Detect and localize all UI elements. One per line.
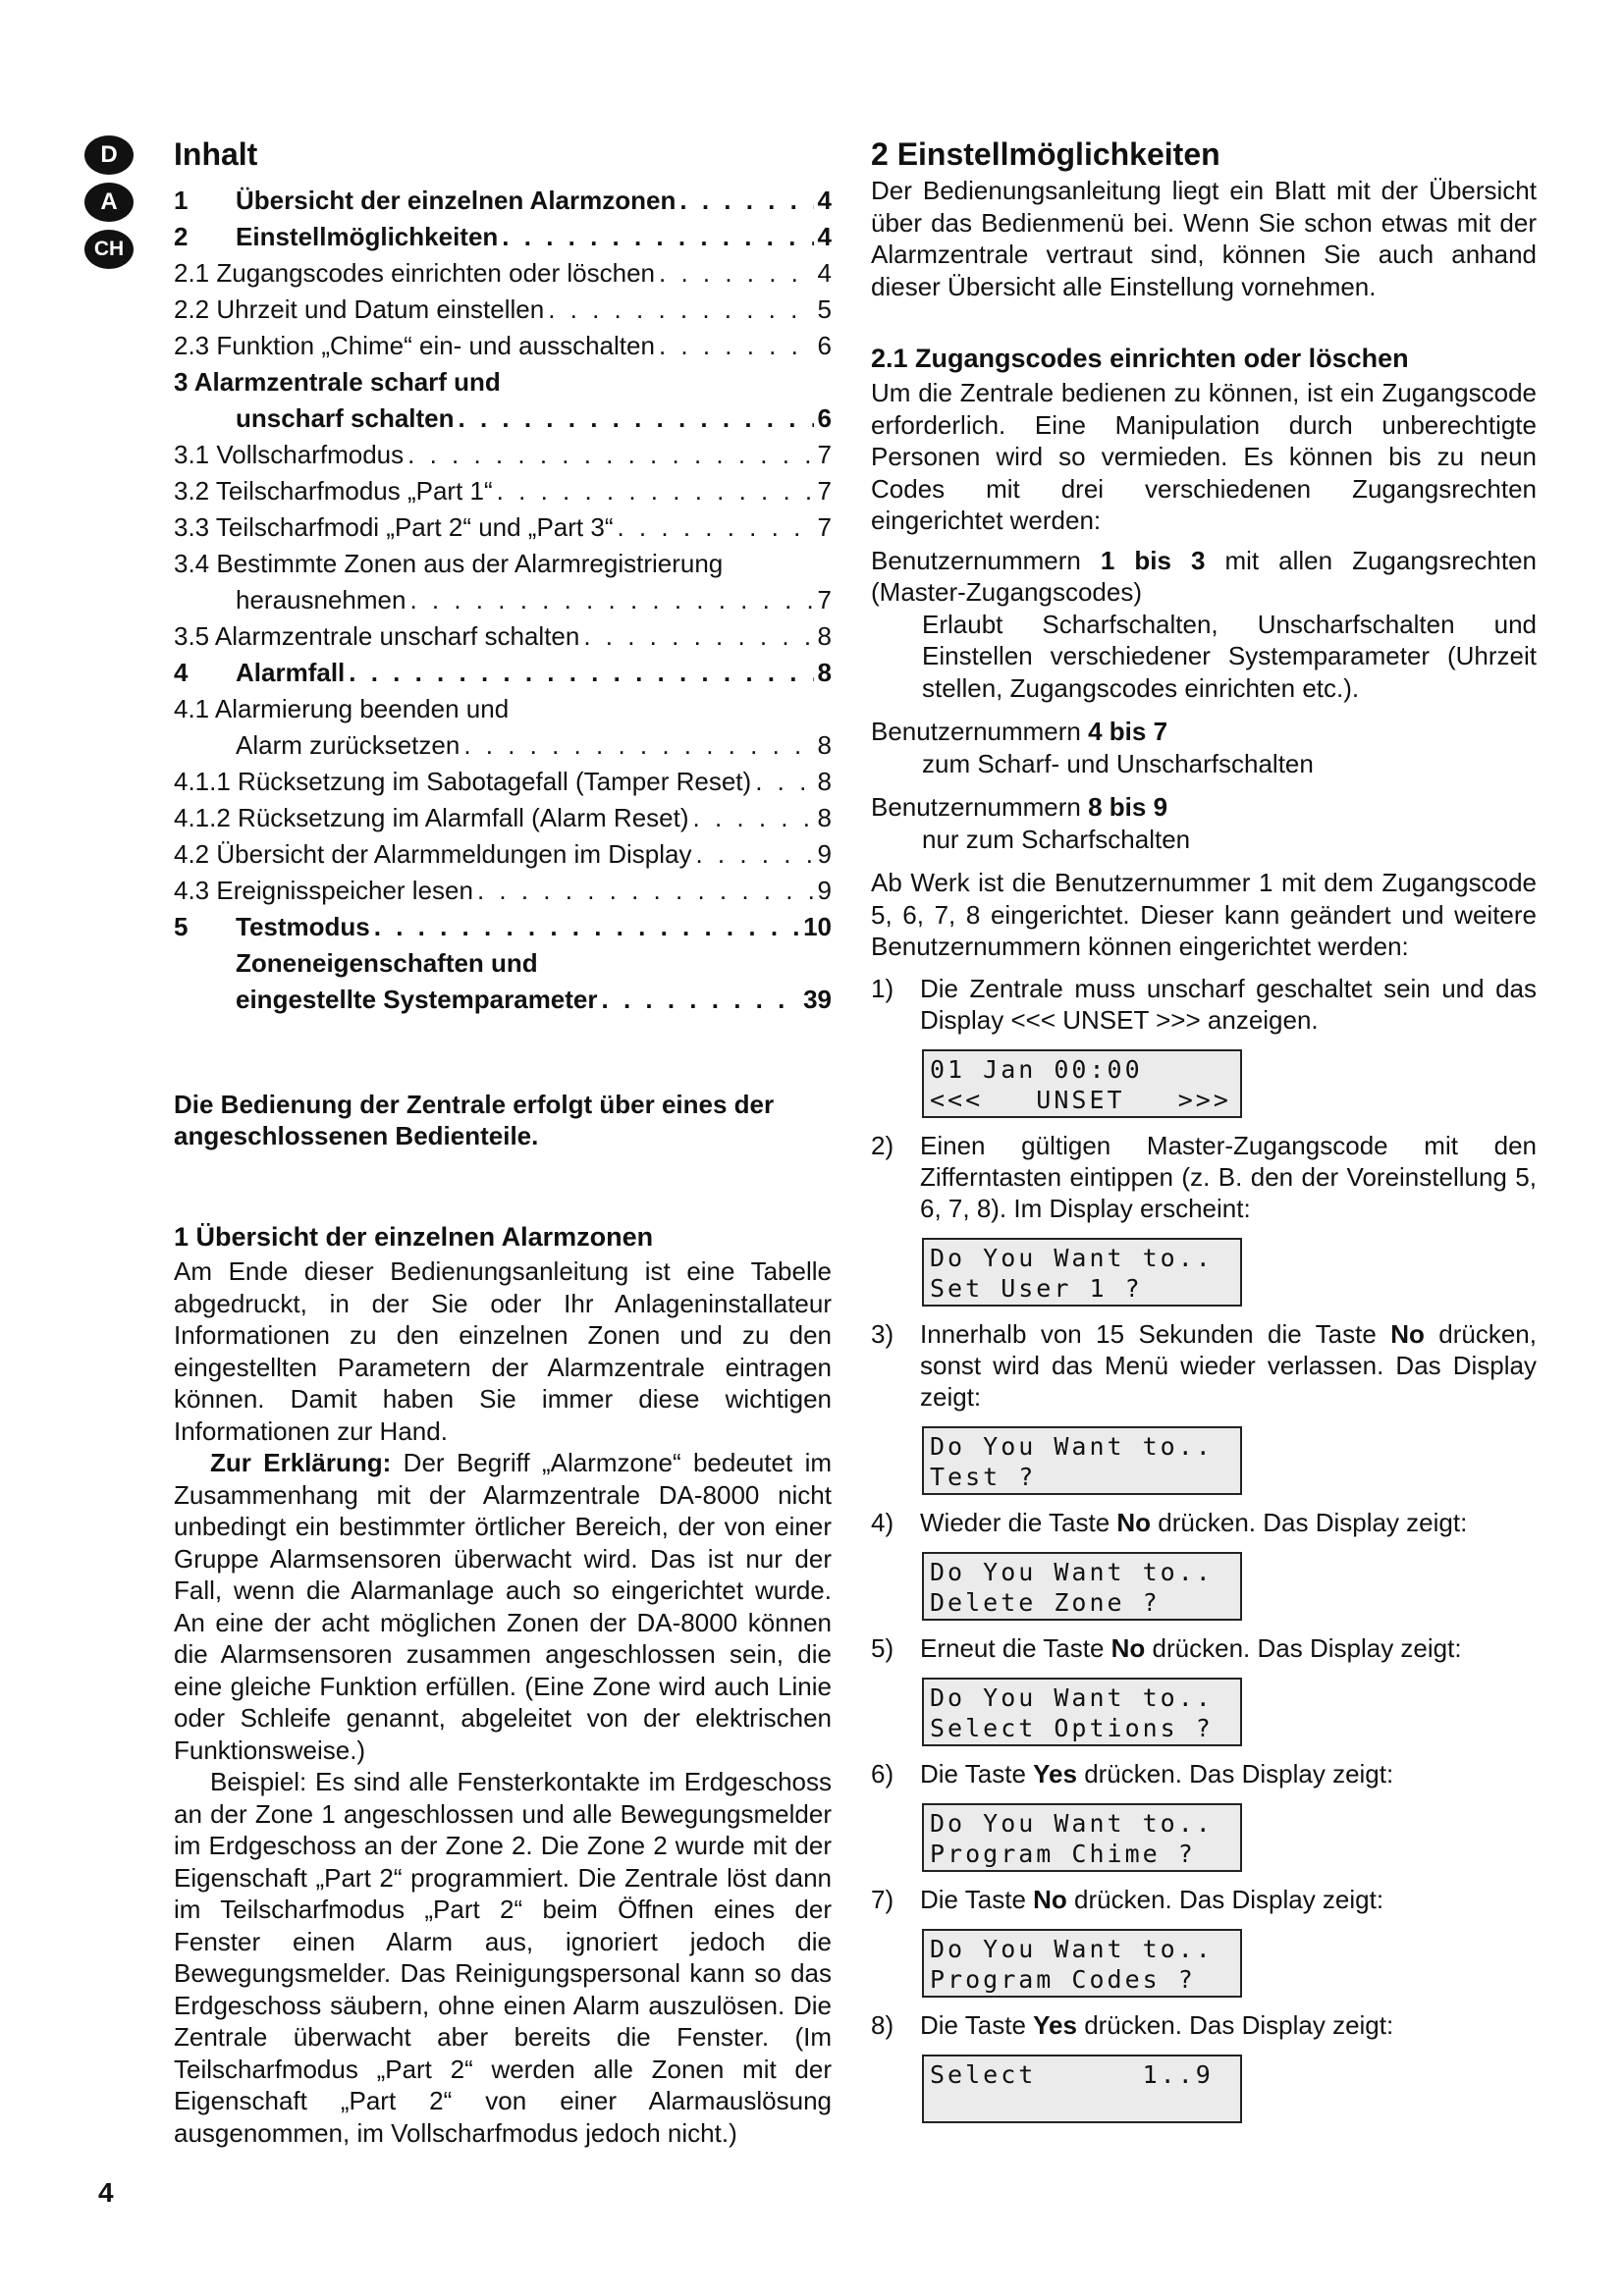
step-text-lead: Erneut die Taste [920,1632,1111,1663]
user-number-group [871,545,1537,705]
toc-entry-title: 4.3 Ereignisspeicher lesen [174,876,473,905]
step-key-name: Yes [1033,2009,1077,2040]
step-text-lead: Wieder die Taste [920,1507,1117,1537]
toc-entry [174,982,832,1018]
toc-leader-dots [374,909,799,945]
lcd-line: Program Chime ? [930,1839,1196,1868]
step-text-lead: Die Zentrale muss unscharf geschaltet sein und das Display <<< UNSET >>> anzeigen. [920,973,1537,1035]
step-text-tail: drücken. Das Display zeigt: [1076,2009,1394,2040]
toc-entry-title: Testmodus [236,912,370,941]
toc-entry-title: Alarm zurücksetzen [236,730,460,760]
toc-entry-title: Zoneneigenschaften und [236,948,538,978]
lcd-display [922,1238,1242,1307]
step-text [920,1884,1537,1915]
user-range-description: Erlaubt Scharfschalten, Unscharfschalten und Einstellen verschiedener Systemparameter (Uhrzeit stellen, Zugangscodes einrichten etc.). [922,609,1537,703]
toc-leader-dots [695,836,813,873]
toc-entry [174,219,832,255]
lcd-line: Select Options ? [930,1713,1214,1742]
lcd-display [922,1049,1242,1118]
toc-entry [174,546,832,582]
explanation-text: Der Begriff „Alarmzone“ bedeutet im Zusammenhang mit der Alarmzentrale DA-8000 nicht unbedingt ein bestimmter örtlicher Bereich, der von einer Gruppe Alarmsensoren überwacht wird. Das ist nur der Fall, wenn die Alarmanlage auch so eingerichtet wurde. An eine der acht möglichen Zonen der DA-8000 können die Alarmsensoren zusammen angeschlossen sein, die eine gleiche Funktion erfüllen. (Eine Zone wird auch Linie oder Schleife genannt, abgeleitet von der elektrischen Funktionsweise.) [174,1448,832,1765]
section-1-example: Beispiel: Es sind alle Fensterkontakte im Erdgeschoss an der Zone 1 angeschlossen und alle Bewegungsmelder im Erdgeschoss an der Zone 2. Die Zone 2 wurde mit der Eigenschaft „Part 2“ programmiert. Die Zentrale löst dann im Teilscharfmodus „Part 2“ beim Öffnen eines der Fenster einen Alarm aus, ignoriert jedoch die Bewegungsmelder. Das Reinigungspersonal kann so das Erdgeschoss säubern, ohne einen Alarm auszulösen. Die Zentrale überwacht aber bereits die Fenster. (Im Teilscharfmodus „Part 2“ werden alle Zonen mit der Eigenschaft „Part 2“ von einer Alarmauslösung ausgenommen, im Vollscharfmodus jedoch nicht.) [174,1767,832,2148]
toc-entry [174,618,832,655]
page-number: 4 [98,2177,114,2208]
toc-leader-dots [349,655,813,691]
toc-entry-title: 4.1.1 Rücksetzung im Sabotagefall (Tamper Reset) [174,767,752,796]
step-text-lead: Die Taste [920,1884,1034,1914]
toc-entry-page: 7 [817,440,832,469]
user-number-range [871,545,1537,609]
step-text [920,973,1537,1036]
toc-entry [174,328,832,364]
toc-leader-dots [477,873,814,909]
toc-entry-page: 7 [817,585,832,614]
section-1-explanation [174,1447,832,1766]
toc-entry-title: Alarmfall [236,658,346,687]
toc-entry-title: 4.2 Übersicht der Alarmmeldungen im Display [174,839,692,869]
step-list [871,973,1537,2123]
contents-title: Inhalt [174,136,258,172]
user-number-range [871,716,1537,748]
lcd-display [922,1678,1242,1746]
toc-leader-dots [659,255,814,292]
toc-leader-dots [409,582,813,618]
user-number-group [871,791,1537,855]
toc-leader-dots [602,982,800,1018]
toc-entry [174,691,832,727]
toc-entry-page: 5 [817,294,832,324]
step-item [871,1758,1537,1789]
step-key-name: No [1110,1632,1146,1663]
step-text-lead: Die Taste [920,1758,1034,1789]
toc-entry-page: 4 [817,258,832,288]
explanation-lead: Zur Erklärung: [210,1448,392,1477]
lcd-line [930,2090,1234,2120]
lcd-line: Select 1..9 [930,2059,1214,2089]
step-item [871,1318,1537,1413]
step-text [920,1130,1537,1224]
toc-entry-page: 39 [803,985,832,1014]
lcd-display [922,1426,1242,1495]
lcd-line: Do You Want to.. [930,1431,1214,1461]
toc-entry [174,764,832,800]
toc-entry-page: 6 [817,331,832,360]
toc-entry-title: Einstellmöglichkeiten [236,222,499,251]
toc-entry-title: Übersicht der einzelnen Alarmzonen [236,186,677,215]
toc-entry-page: 7 [817,476,832,506]
step-item [871,973,1537,1036]
step-key-name: No [1390,1318,1425,1349]
toc-entry-page: 4 [817,222,832,251]
user-range-description: zum Scharf- und Unscharfschalten [922,748,1314,778]
toc-leader-dots [583,618,813,655]
step-number: 5) [871,1632,894,1663]
step-text-lead: Innerhalb von 15 Sekunden die Taste [920,1318,1391,1349]
step-text-lead: Einen gültigen Master-Zugangscode mit den Zifferntasten eintippen (z. B. den der Voreinstellung 5, 6, 7, 8). Im Display erscheint: [920,1130,1537,1223]
section-2-1-title: 2.1 Zugangscodes einrichten oder löschen [871,344,1409,373]
toc-entry-title: 2.3 Funktion „Chime“ ein- und ausschalten [174,331,655,360]
step-key-name: No [1033,1884,1067,1914]
toc-entry [174,364,832,400]
toc-entry-page: 7 [817,512,832,542]
lcd-line: Do You Want to.. [930,1557,1214,1586]
step-text [920,1507,1537,1538]
step-item [871,2009,1537,2041]
step-number: 7) [871,1884,894,1914]
toc-leader-dots [548,292,813,328]
toc-leader-dots [693,800,814,836]
toc-entry-page: 6 [817,403,832,433]
toc-entry [174,292,832,328]
user-range-prefix: Benutzernummern [871,792,1089,822]
toc-leader-dots [679,183,813,219]
lcd-display [922,1929,1242,1998]
step-text [920,1318,1537,1413]
toc-entry-number: 2 [174,222,189,251]
lcd-line: Do You Want to.. [930,1934,1214,1963]
step-text [920,2009,1537,2041]
toc-leader-dots [497,473,814,509]
user-range-prefix: Benutzernummern [871,717,1089,746]
step-number: 1) [871,973,894,1003]
toc-entry [174,183,832,219]
lcd-display [922,1552,1242,1621]
toc-entry-page: 8 [817,803,832,832]
operation-note: Die Bedienung der Zentrale erfolgt über eines der angeschlossenen Bedienteile. [174,1090,775,1150]
step-number: 8) [871,2009,894,2040]
toc-entry-page: 8 [817,621,832,651]
toc-leader-dots [463,727,813,764]
user-range-numbers: 4 bis 7 [1088,717,1168,746]
step-text-lead: Die Taste [920,2009,1034,2040]
country-tab-a: A [84,183,134,222]
toc-entry-page: 8 [817,658,832,687]
step-key-name: No [1116,1507,1152,1537]
toc-entry [174,400,832,437]
lcd-line: Do You Want to.. [930,1682,1214,1712]
toc-entry-title: 3.4 Bestimmte Zonen aus der Alarmregistrierung [174,549,724,578]
toc-entry [174,582,832,618]
lcd-line: Test ? [930,1462,1037,1491]
step-text [920,1758,1537,1789]
lcd-line: <<< UNSET >>> [930,1085,1231,1114]
toc-entry [174,836,832,873]
toc-entry-title: 3.2 Teilscharfmodus „Part 1“ [174,476,493,506]
toc-leader-dots [502,219,813,255]
toc-entry-title: 3.5 Alarmzentrale unscharf schalten [174,621,580,651]
section-1-paragraph: Am Ende dieser Bedienungsanleitung ist eine Tabelle abgedruckt, in der Sie oder Ihr Anlageninstallateur Informationen zu den einzelnen Zonen und zu den eingestellten Parametern der Alarmzentrale eintragen können. Damit haben Sie immer diese wichtigen Informationen zur Hand. [174,1256,832,1446]
step-number: 2) [871,1130,894,1160]
lcd-line: Do You Want to.. [930,1243,1214,1272]
toc-entry [174,945,832,982]
toc-entry-title: eingestellte Systemparameter [236,985,598,1014]
toc-entry [174,437,832,473]
lcd-display [922,2055,1242,2123]
toc-entry-number: 4 [174,658,189,687]
toc-entry-title: 4.1 Alarmierung beenden und [174,694,510,723]
toc-entry [174,509,832,546]
toc-entry-title: 3.1 Vollscharfmodus [174,440,405,469]
lcd-display [922,1803,1242,1872]
toc-entry [174,800,832,836]
toc-entry [174,909,832,945]
toc-entry-title: 4.1.2 Rücksetzung im Alarmfall (Alarm Reset) [174,803,689,832]
step-number: 3) [871,1318,894,1349]
user-number-range [871,791,1537,824]
toc-entry-page: 9 [817,876,832,905]
right-column [871,135,1537,2135]
toc-entry [174,255,832,292]
user-range-description: nur zum Scharfschalten [922,824,1191,854]
step-text-tail: drücken, sonst wird das Menü wieder verlassen. Das Display zeigt: [920,1318,1537,1412]
factory-default-paragraph: Ab Werk ist die Benutzernummer 1 mit dem Zugangscode 5, 6, 7, 8 eingerichtet. Dieser kann geändert und weitere Benutzernummern können eingerichtet werden: [871,868,1537,961]
toc-entry [174,655,832,691]
user-range-prefix: Benutzernummern [871,545,1101,575]
toc-entry [174,473,832,509]
toc-entry-title: 3.3 Teilscharfmodi „Part 2“ und „Part 3“ [174,512,614,542]
user-number-group [871,716,1537,779]
user-range-suffix: mit allen Zugangsrechten (Master-Zugangscodes) [871,545,1537,607]
toc-entry-number: 5 [174,912,189,941]
step-key-name: Yes [1033,1758,1077,1789]
step-number: 4) [871,1507,894,1537]
step-item [871,1632,1537,1664]
toc-leader-dots [459,400,814,437]
toc-entry-title: 3 Alarmzentrale scharf und [174,367,501,397]
step-text-tail: drücken. Das Display zeigt: [1151,1507,1468,1537]
toc-entry-page: 4 [817,186,832,215]
toc-entry-page: 8 [817,767,832,796]
section-2-title: 2 Einstellmöglichkeiten [871,136,1220,172]
step-number: 6) [871,1758,894,1789]
toc-entry [174,873,832,909]
toc-entry-page: 10 [803,912,832,941]
left-column [174,135,832,2149]
user-number-list [871,545,1537,856]
section-2-1-paragraph: Um die Zentrale bedienen zu können, ist ein Zugangscode erforderlich. Eine Manipulation durch unberechtigte Personen wird so vermieden. Es können bis zu neun Codes mit drei verschiedenen Zugangsrechten eingerichtet werden: [871,378,1537,535]
toc-entry [174,727,832,764]
table-of-contents [174,183,832,1018]
country-tabs [84,135,137,277]
toc-entry-title: 2.1 Zugangscodes einrichten oder löschen [174,258,655,288]
step-item [871,1130,1537,1224]
step-item [871,1507,1537,1538]
section-2-paragraph: Der Bedienungsanleitung liegt ein Blatt mit der Übersicht über das Bedienmenü bei. Wenn Sie schon etwas mit der Alarmzentrale vertraut sind, können Sie auch anhand dieser Übersicht alle Einstellung vornehmen. [871,176,1537,301]
step-text-tail: drücken. Das Display zeigt: [1145,1632,1462,1663]
toc-entry-title: unscharf schalten [236,403,455,433]
toc-entry-page: 9 [817,839,832,869]
lcd-line: 01 Jan 00:00 [930,1054,1143,1084]
user-range-numbers: 1 bis 3 [1100,545,1206,575]
toc-entry-title: herausnehmen [236,585,406,614]
lcd-line: Delete Zone ? [930,1587,1161,1617]
toc-entry-title: 2.2 Uhrzeit und Datum einstellen [174,294,545,324]
toc-leader-dots [407,437,813,473]
lcd-line: Set User 1 ? [930,1273,1143,1303]
step-text [920,1632,1537,1664]
toc-leader-dots [617,509,813,546]
step-item [871,1884,1537,1915]
toc-entry-number: 1 [174,186,189,215]
lcd-line: Do You Want to.. [930,1808,1214,1838]
country-tab-d: D [84,135,134,175]
step-text-tail: drücken. Das Display zeigt: [1066,1884,1384,1914]
section-1-title: 1 Übersicht der einzelnen Alarmzonen [174,1222,654,1252]
toc-entry-page: 8 [817,730,832,760]
country-tab-ch: CH [84,230,134,269]
toc-leader-dots [755,764,813,800]
toc-leader-dots [659,328,814,364]
step-text-tail: drücken. Das Display zeigt: [1076,1758,1394,1789]
user-range-numbers: 8 bis 9 [1088,792,1168,822]
lcd-line: Program Codes ? [930,1964,1196,1994]
